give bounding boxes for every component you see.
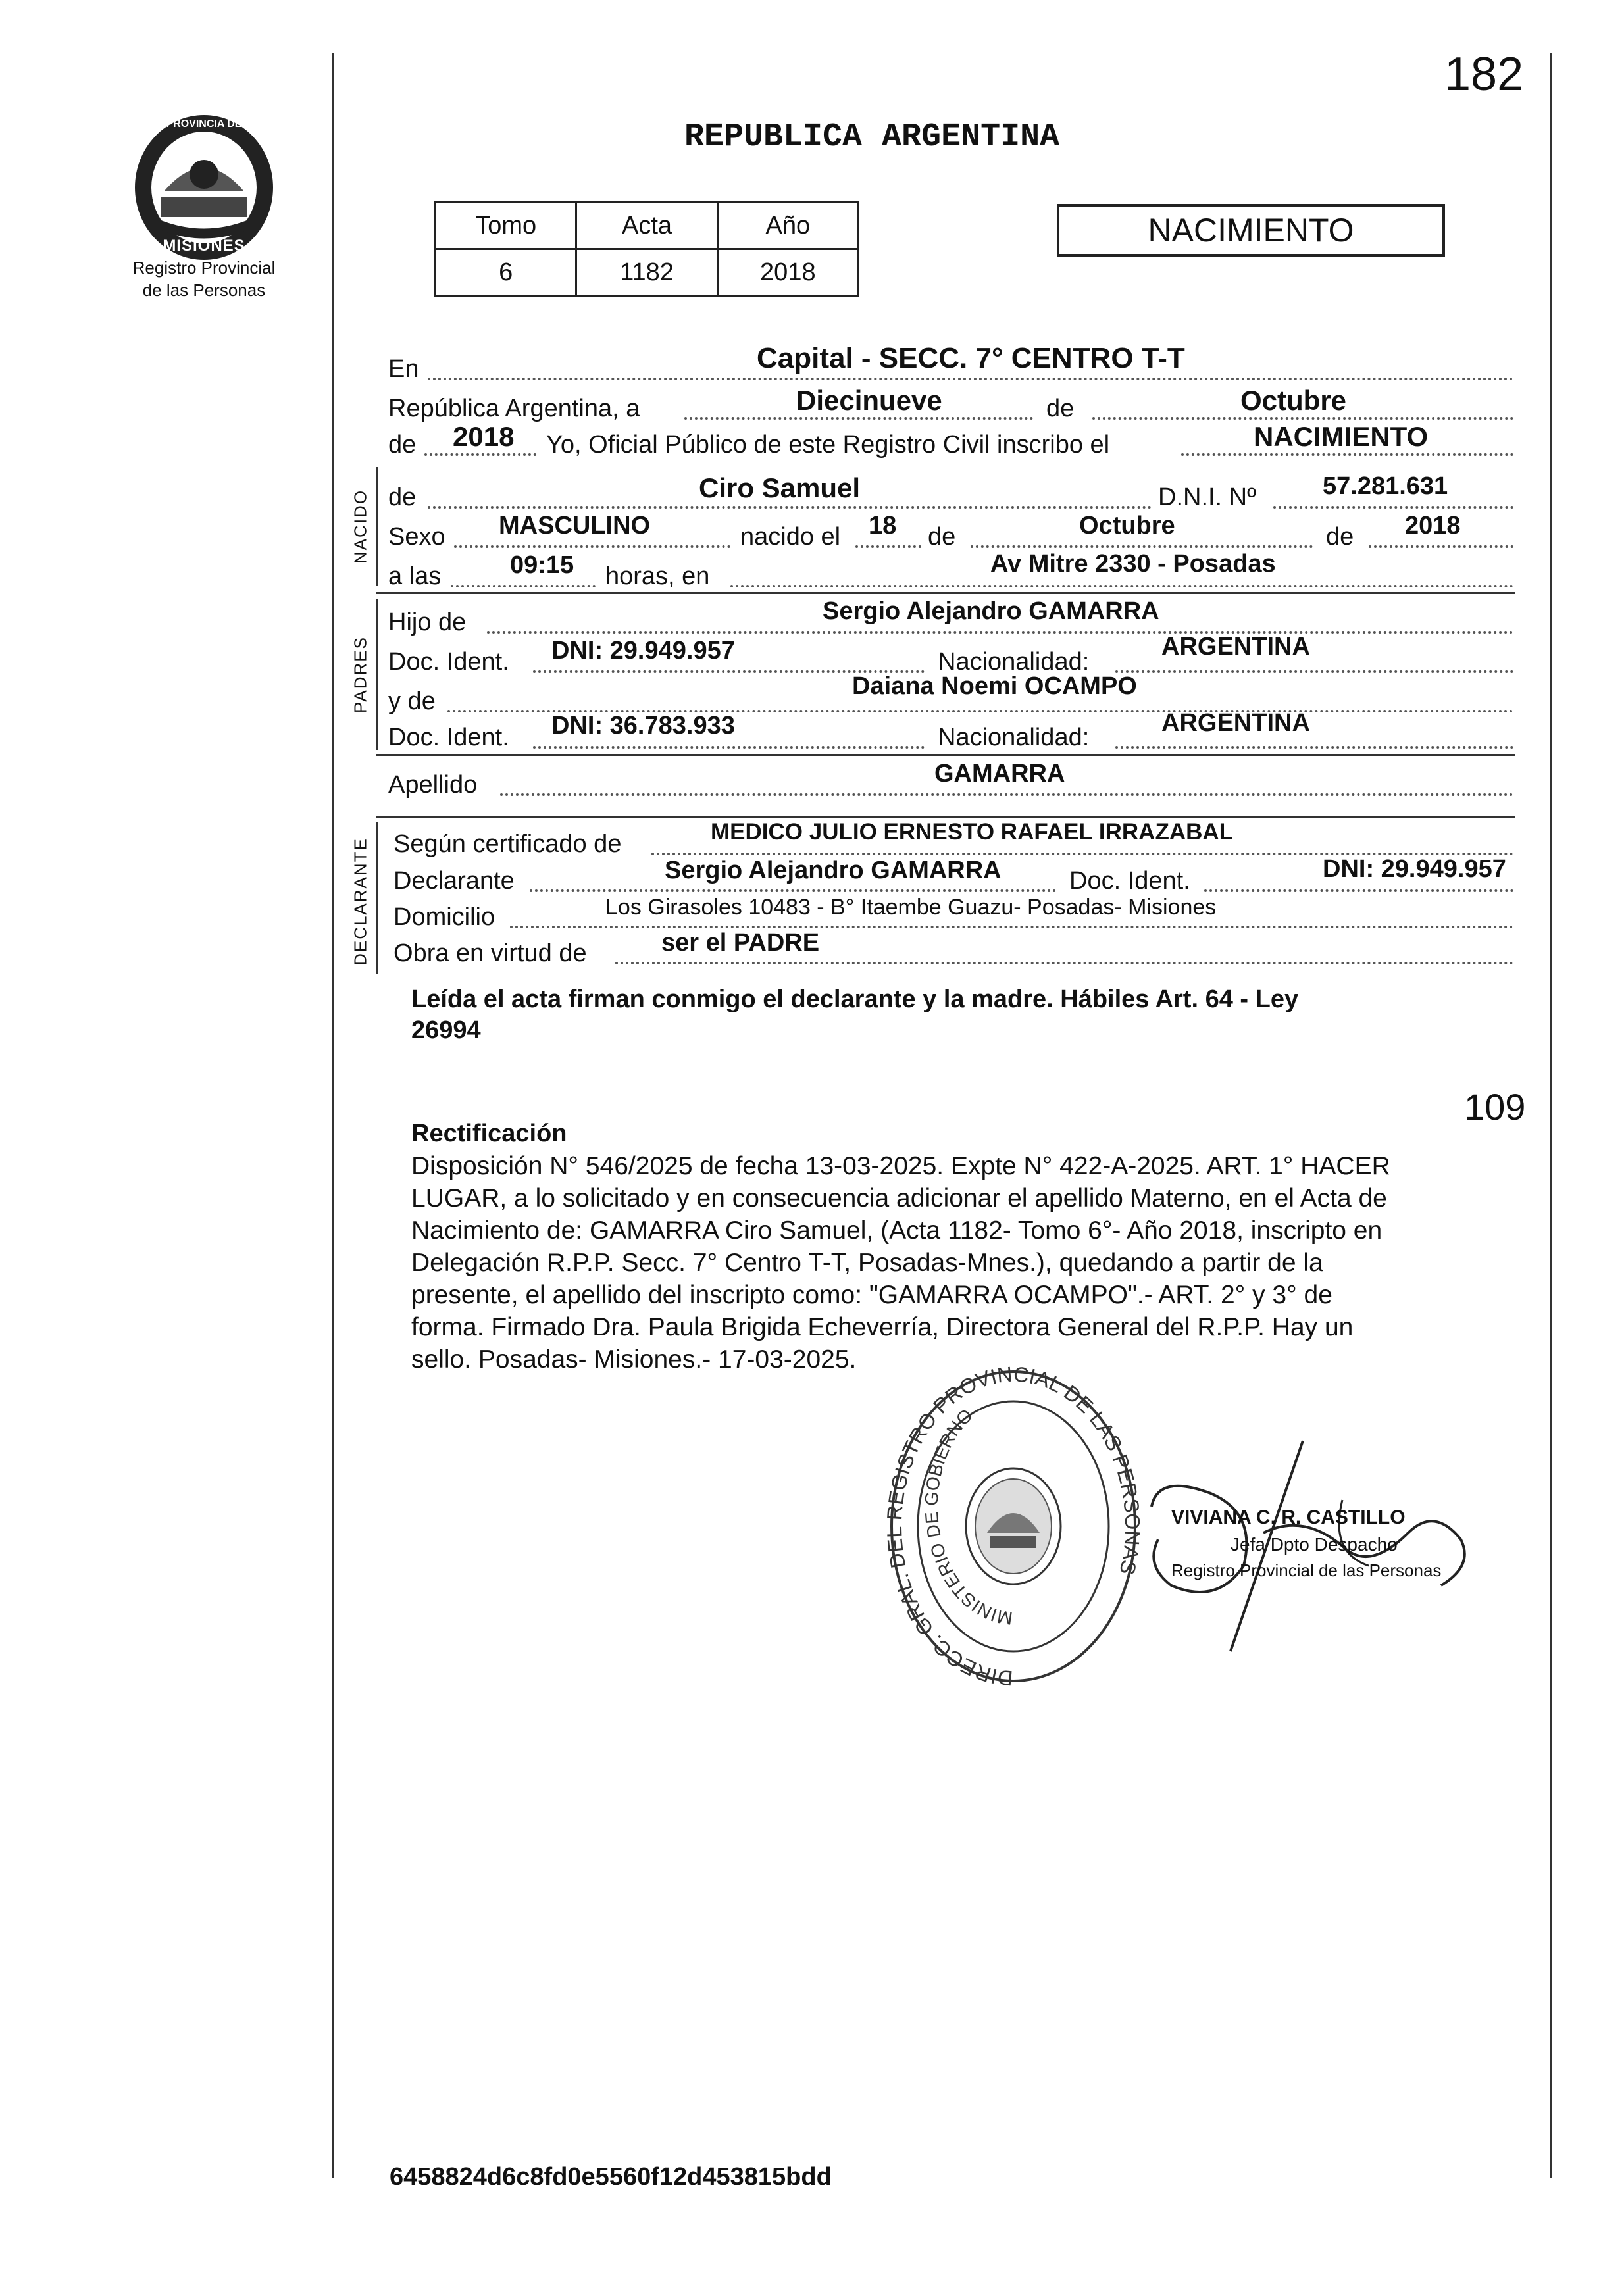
label-yo-oficial: Yo, Oficial Público de este Registro Civil inscribo el xyxy=(546,431,1110,459)
rectificacion-line: Nacimiento de: GAMARRA Ciro Samuel, (Acta 1182- Tomo 6°- Año 2018, inscripto en xyxy=(411,1216,1383,1245)
seal-outer-text: DIRECC. GRAL. DEL REGISTRO PROVINCIAL DE LAS PERSONAS xyxy=(882,1362,1145,1691)
label-sexo: Sexo xyxy=(388,523,445,551)
document-hash: 6458824d6c8fd0e5560f12d453815bdd xyxy=(390,2163,832,2191)
value-lugar: Capital - SECC. 7° CENTRO T-T xyxy=(757,342,1185,374)
rectificacion-line: Disposición N° 546/2025 de fecha 13-03-2025. Expte N° 422-A-2025. ART. 1° HACER xyxy=(411,1152,1390,1180)
label-horas-en: horas, en xyxy=(605,562,710,590)
label-nacionalidad-1: Nacionalidad: xyxy=(938,648,1090,676)
value-obra: ser el PADRE xyxy=(661,929,820,957)
logo-name-text: MISIONES xyxy=(163,237,245,255)
dots xyxy=(615,962,1513,964)
rectificacion-title: Rectificación xyxy=(411,1120,567,1147)
label-declarante: Declarante xyxy=(393,867,515,895)
record-type: NACIMIENTO xyxy=(1148,212,1354,249)
value-nombre: Ciro Samuel xyxy=(699,472,861,503)
dots xyxy=(855,545,921,548)
value-domicilio: Los Girasoles 10483 - B° Itaembe Guazu- Posadas- Misiones xyxy=(605,895,1217,920)
label-y-de: y de xyxy=(388,687,436,715)
signature-stamp-line-1: VIVIANA C. R. CASTILLO xyxy=(1171,1507,1406,1528)
table-header-acta: Acta xyxy=(576,203,717,249)
label-doc-ident-3: Doc. Ident. xyxy=(1069,867,1190,895)
label-dni: D.N.I. Nº xyxy=(1158,484,1256,511)
label-de-mes: de xyxy=(928,523,956,551)
side-label-nacido: NACIDO xyxy=(350,489,370,564)
value-madre-doc: DNI: 36.783.933 xyxy=(551,712,735,739)
rectificacion-number: 109 xyxy=(1464,1086,1526,1128)
signature-stamp-line-3: Registro Provincial de las Personas xyxy=(1171,1560,1442,1580)
dots xyxy=(1092,417,1513,420)
dots xyxy=(533,746,925,749)
value-sexo: MASCULINO xyxy=(499,512,651,539)
rectificacion-line: Delegación R.P.P. Secc. 7° Centro T-T, Posadas-Mnes.), quedando a partir de la xyxy=(411,1249,1323,1277)
signature xyxy=(1132,1434,1500,1697)
side-label-declarante: DECLARANTE xyxy=(350,837,370,966)
section-bracket xyxy=(376,822,378,974)
value-mes: Octubre xyxy=(1240,385,1347,416)
rectificacion-body xyxy=(411,1150,1550,1376)
table-value-tomo: 6 xyxy=(436,249,576,296)
rectificacion-line: forma. Firmado Dra. Paula Brigida Echeverría, Directora General del R.P.P. Hay un xyxy=(411,1313,1354,1341)
value-certificado: MEDICO JULIO ERNESTO RAFAEL IRRAZABAL xyxy=(711,819,1234,845)
section-divider xyxy=(376,592,1515,594)
label-obra: Obra en virtud de xyxy=(393,939,587,967)
seal-icon xyxy=(882,1362,1145,1704)
dots xyxy=(428,506,1152,509)
value-padre-nac: ARGENTINA xyxy=(1161,633,1310,661)
value-dni: 57.281.631 xyxy=(1323,472,1448,500)
value-nac-dia: 18 xyxy=(869,512,897,539)
dots xyxy=(530,889,1056,892)
dots xyxy=(451,585,596,587)
dots xyxy=(1115,670,1513,673)
seal-inner-text: MINISTERIO DE GOBIERNO xyxy=(921,1405,1014,1629)
dots xyxy=(454,545,730,548)
dots xyxy=(424,453,536,456)
dots xyxy=(500,793,1513,796)
dots xyxy=(428,378,1513,380)
left-margin-line xyxy=(332,53,334,2178)
rectificacion-line: sello. Posadas- Misiones.- 17-03-2025. xyxy=(411,1345,857,1374)
section-divider xyxy=(376,754,1515,756)
rectificacion-line: LUGAR, a lo solicitado y en consecuencia adicionar el apellido Materno, en el Acta de xyxy=(411,1184,1387,1212)
table-header-tomo: Tomo xyxy=(436,203,576,249)
value-acto: NACIMIENTO xyxy=(1254,421,1429,452)
dots xyxy=(510,926,1513,928)
label-hijo-de: Hijo de xyxy=(388,609,467,636)
official-seal xyxy=(882,1362,1145,1704)
value-anio: 2018 xyxy=(453,421,515,452)
dots xyxy=(1181,453,1513,456)
value-hora: 09:15 xyxy=(510,551,574,579)
value-dia: Diecinueve xyxy=(796,385,942,416)
value-lugar-nac: Av Mitre 2330 - Posadas xyxy=(990,550,1276,578)
dots xyxy=(1273,506,1513,509)
closing-line-2: 26994 xyxy=(411,1016,481,1044)
label-nacionalidad-2: Nacionalidad: xyxy=(938,724,1090,751)
record-table-header-row xyxy=(436,203,859,249)
logo-caption-1: Registro Provincial xyxy=(132,258,276,278)
label-de-nombre: de xyxy=(388,484,417,511)
dots xyxy=(487,631,1513,634)
label-segun-certificado: Según certificado de xyxy=(393,830,622,858)
label-apellido: Apellido xyxy=(388,771,478,799)
table-header-anio: Año xyxy=(717,203,858,249)
dots xyxy=(730,585,1513,587)
dots xyxy=(1369,545,1513,548)
label-republica: República Argentina, a xyxy=(388,395,640,422)
value-declarante: Sergio Alejandro GAMARRA xyxy=(665,857,1002,884)
record-type-box xyxy=(1057,204,1445,257)
side-label-padres: PADRES xyxy=(350,636,370,713)
table-value-anio: 2018 xyxy=(717,249,858,296)
value-padre-doc: DNI: 29.949.957 xyxy=(551,637,735,664)
value-apellido: GAMARRA xyxy=(934,760,1065,787)
dots xyxy=(971,545,1313,548)
dots xyxy=(684,417,1033,420)
section-bracket xyxy=(376,599,378,750)
label-de-anio: de xyxy=(1326,523,1354,551)
page-title: REPUBLICA ARGENTINA xyxy=(684,118,1060,156)
value-declarante-doc: DNI: 29.949.957 xyxy=(1323,855,1506,883)
section-bracket xyxy=(376,467,378,586)
right-margin-line xyxy=(1550,53,1552,2178)
rectificacion-line: presente, el apellido del inscripto como: "GAMARRA OCAMPO".- ART. 2° y 3° de xyxy=(411,1281,1332,1309)
table-value-acta: 1182 xyxy=(576,249,717,296)
label-domicilio: Domicilio xyxy=(393,903,495,931)
page-number: 182 xyxy=(1444,48,1524,101)
label-nacido-el: nacido el xyxy=(740,523,841,551)
dots xyxy=(1204,889,1513,892)
value-nac-anio: 2018 xyxy=(1405,512,1461,539)
value-padre: Sergio Alejandro GAMARRA xyxy=(823,597,1159,625)
label-en: En xyxy=(388,355,419,383)
record-table-value-row xyxy=(436,249,859,296)
value-madre-nac: ARGENTINA xyxy=(1161,709,1310,737)
signature-stamp-line-2: Jefa Dpto Despacho xyxy=(1231,1534,1398,1555)
dots xyxy=(1115,746,1513,749)
closing-line-1: Leída el acta firman conmigo el declarante y la madre. Hábiles Art. 64 - Ley xyxy=(411,986,1299,1013)
logo-caption-2: de las Personas xyxy=(142,280,266,300)
label-de2: de xyxy=(388,431,417,459)
logo-arc-text: PROVINCIA DE xyxy=(166,118,242,130)
value-nac-mes: Octubre xyxy=(1079,512,1175,539)
label-doc-ident-2: Doc. Ident. xyxy=(388,724,509,751)
section-divider xyxy=(376,816,1515,818)
label-doc-ident-1: Doc. Ident. xyxy=(388,648,509,676)
label-a-las: a las xyxy=(388,562,442,590)
value-madre: Daiana Noemi OCAMPO xyxy=(852,672,1137,700)
record-table xyxy=(434,201,859,297)
label-de: de xyxy=(1046,395,1075,422)
province-logo xyxy=(125,105,283,263)
